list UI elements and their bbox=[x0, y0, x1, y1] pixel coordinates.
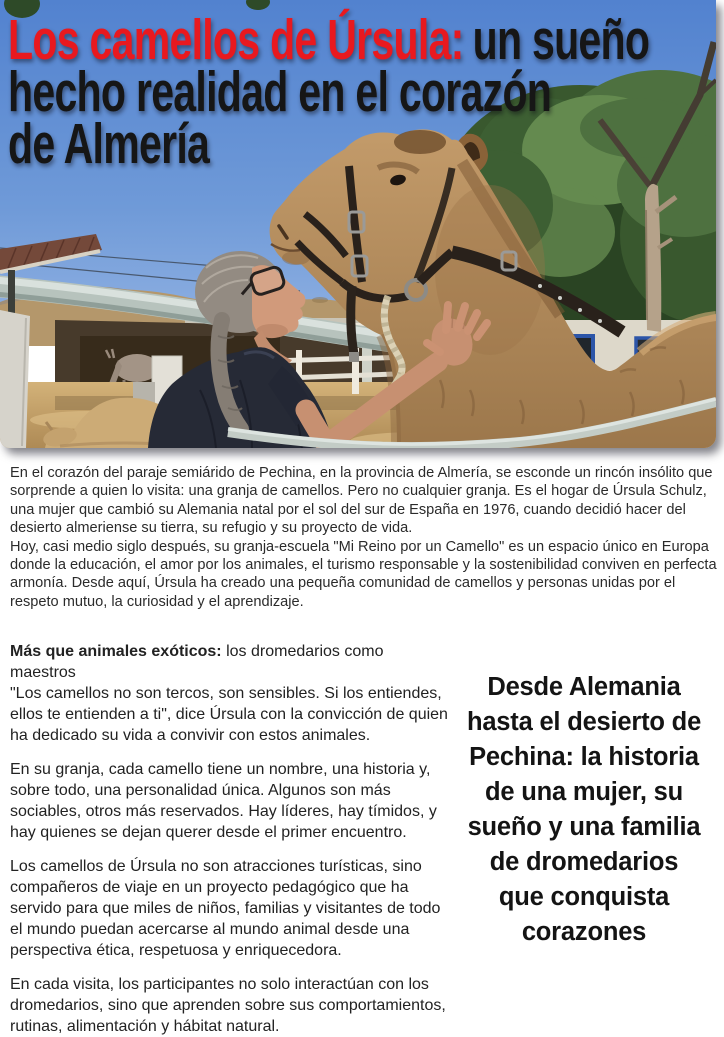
intro-section bbox=[10, 464, 717, 611]
headline-line1 bbox=[8, 8, 724, 72]
column-paragraph-2: En su granja, cada camello tiene un nombre, una historia y, sobre todo, una personalidad única. Algunos son más sociables, otros más reservados. Hay líderes, hay tímidos, y hay quienes se dejan querer desde el primer encuentro. bbox=[10, 761, 437, 841]
headline-black-part: un sueño bbox=[472, 8, 650, 72]
column-lead bbox=[10, 641, 453, 683]
intro-paragraph-1: En el corazón del paraje semiárido de Pechina, en la provincia de Almería, se esconde un rincón insólito que sorprende a quien lo visita: una granja de camellos. Pero no cualquier granja. Es el hogar de Úrsula Schulz, una mujer que cambió su Alemania natal por el sol del sur de España en 1976, cuando decidió hacer del desierto almeriense su tierra, su refugio y su proyecto de vida. bbox=[10, 465, 713, 537]
headline-line2: hecho realidad en el corazón bbox=[8, 60, 552, 124]
column-paragraph-4: En cada visita, los participantes no solo interactúan con los dromedarios, sino que aprenden sobre sus comportamientos, rutinas, alimentación y hábitat natural. bbox=[10, 976, 446, 1035]
column-paragraph-3: Los camellos de Úrsula no son atracciones turísticas, sino compañeros de viaje en un proyecto pedagógico que ha servido para que miles de niños, familias y visitantes de todo el mundo puedan acercarse al mundo animal desde una perspectiva ética, respetuosa y enriquecedora. bbox=[10, 858, 441, 959]
column-lead-rest: los dromedarios como maestros bbox=[10, 643, 384, 681]
pull-quote: Desde Alemania hasta el desierto de Pechina: la historia de una mujer, su sueño y una familia de dromedarios que conquista corazones bbox=[466, 673, 702, 946]
column-paragraph-1: "Los camellos no son tercos, son sensibles. Si los entiendes, ellos te entienden a ti", dice Úrsula con la convicción de quien ha dedicado su vida a convivir con estos animales. bbox=[10, 685, 448, 744]
article-left-column bbox=[10, 641, 453, 1037]
headline-line3: de Almería bbox=[8, 112, 210, 176]
intro-paragraph-2: Hoy, casi medio siglo después, su granja-escuela "Mi Reino por un Camello" es un espacio único en Europa donde la educación, el amor por los animales, el turismo responsable y la sostenibilidad conviven en perfecta armonía. Desde aquí, Úrsula ha creado una pequeña comunidad de camellos y personas unidas por el respeto mutuo, la curiosidad y el aprendizaje. bbox=[10, 538, 717, 610]
headline bbox=[8, 8, 724, 176]
headline-red-part: Los camellos de Úrsula: bbox=[8, 8, 464, 72]
column-lead-bold: Más que animales exóticos: bbox=[10, 643, 222, 660]
